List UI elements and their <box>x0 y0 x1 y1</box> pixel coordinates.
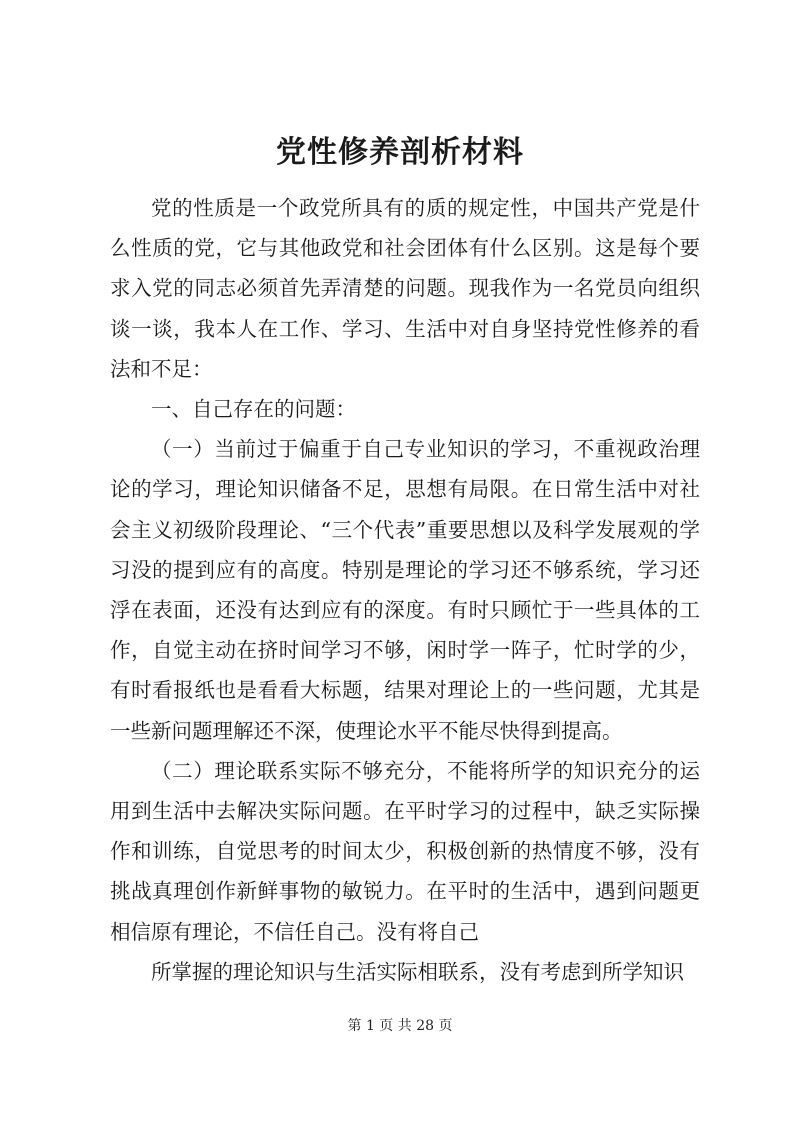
paragraph-continuation: 所掌握的理论知识与生活实际相联系，没有考虑到所学知识 <box>151 959 684 984</box>
paragraph-intro: 党的性质是一个政党所具有的质的规定性，中国共产党是什么性质的党，它与其他政党和社会团体有什么区别。这是每个要求入党的同志必须首先弄清楚的问题。现我作为一名党员向组织谈一谈，我本人在工作、学习、生活中对自身坚持党性修养的看法和不足： <box>110 196 700 381</box>
document-title: 党性修养剖析材料 <box>276 135 524 170</box>
page-number-footer: 第 1 页 共 28 页 <box>347 1018 453 1034</box>
paragraph-point-two: （二）理论联系实际不够充分，不能将所学的知识充分的运用到生活中去解决实际问题。在平时学习的过程中，缺乏实际操作和训练，自觉思考的时间太少，积极创新的热情度不够，没有挑战真理创作新鲜事物的敏锐力。在平时的生活中，遇到问题更相信原有理论，不信任自己。没有将自己 <box>110 758 700 944</box>
document-body <box>110 188 700 992</box>
section-heading-problems: 一、自己存在的问题： <box>151 397 356 422</box>
paragraph-point-one: （一）当前过于偏重于自己专业知识的学习，不重视政治理论的学习，理论知识储备不足，思想有局限。在日常生活中对社会主义初级阶段理论、“三个代表”重要思想以及科学发展观的学习没的提到应有的高度。特别是理论的学习还不够系统，学习还浮在表面，还没有达到应有的深度。有时只顾忙于一些具体的工作，自觉主动在挤时间学习不够，闲时学一阵子，忙时学的少，有时看报纸也是看看大标题，结果对理论上的一些问题，尤其是一些新问题理解还不深，使理论水平不能尽快得到提高。 <box>110 437 700 743</box>
